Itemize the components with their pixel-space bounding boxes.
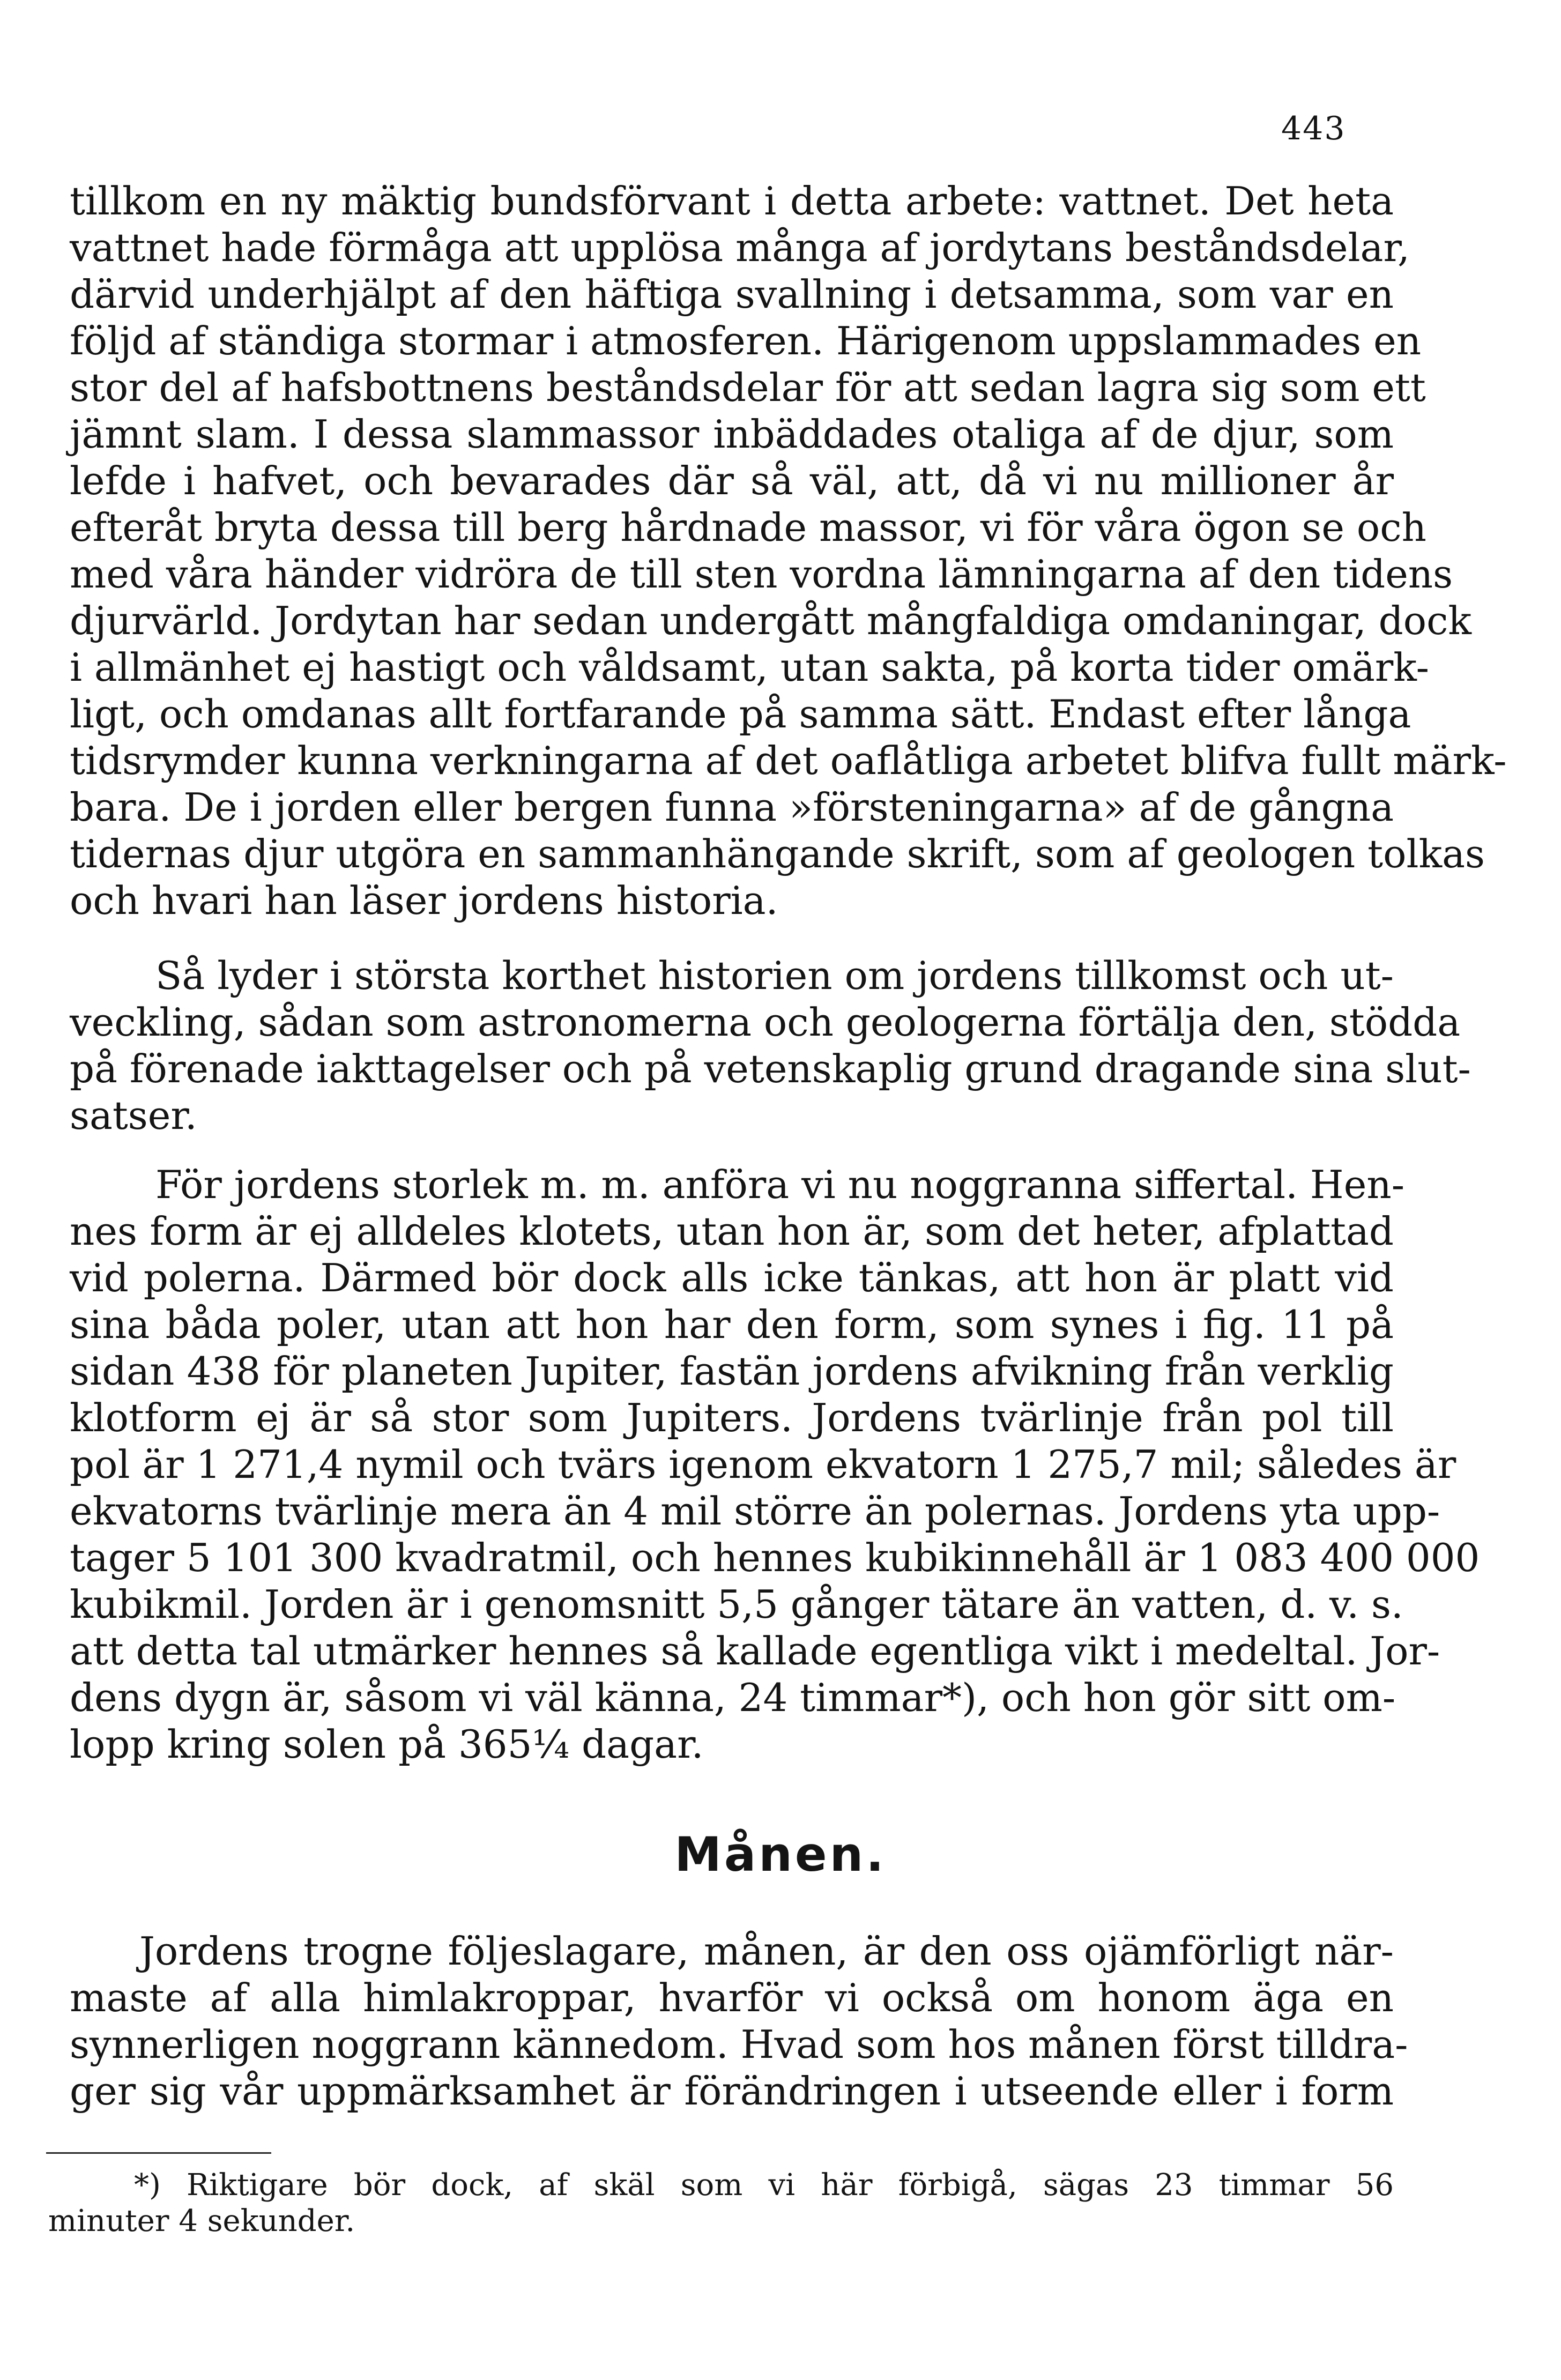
text-line: sina båda poler, utan att hon har den form, som synes i fig. 11 på	[70, 1302, 1394, 1347]
text-line: på förenade iakttagelser och på vetenskaplig grund dragande sina slut-	[70, 1046, 1471, 1091]
text-line: vid polerna. Därmed bör dock alls icke tänkas, att hon är platt vid	[70, 1255, 1394, 1300]
text-line: Så lyder i största korthet historien om jordens tillkomst och ut-	[155, 953, 1394, 998]
text-line: sidan 438 för planeten Jupiter, fastän jordens afvikning från verklig	[70, 1349, 1394, 1394]
text-line: dens dygn är, såsom vi väl känna, 24 timmar*), och hon gör sitt om-	[70, 1675, 1396, 1720]
section-heading: Månen.	[674, 1827, 887, 1882]
text-line: tillkom en ny mäktig bundsförvant i detta arbete: vattnet. Det heta	[70, 178, 1394, 224]
text-line: därvid underhjälpt af den häftiga svallning i detsamma, som var en	[70, 272, 1394, 317]
text-line: synnerligen noggrann kännedom. Hvad som hos månen först tilldra-	[70, 2022, 1408, 2067]
text-line: ligt, och omdanas allt fortfarande på samma sätt. Endast efter långa	[70, 691, 1411, 737]
text-line: tidsrymder kunna verkningarna af det oaflåtliga arbetet blifva fullt märk-	[70, 738, 1507, 783]
text-line: Jordens trogne följeslagare, månen, är den oss ojämförligt när-	[139, 1929, 1394, 1974]
text-line: att detta tal utmärker hennes så kallade egentliga vikt i medeltal. Jor-	[70, 1628, 1440, 1674]
text-line: lefde i hafvet, och bevarades där så väl, att, då vi nu millioner år	[70, 458, 1394, 503]
text-line: bara. De i jorden eller bergen funna »försteningarna» af de gångna	[70, 785, 1394, 830]
text-line: maste af alla himlakroppar, hvarför vi också om honom äga en	[70, 1975, 1394, 2020]
text-line: veckling, sådan som astronomerna och geologerna förtälja den, stödda	[70, 1000, 1461, 1045]
text-line: följd af ständiga stormar i atmosferen. Härigenom uppslammades en	[70, 318, 1422, 363]
text-line: tager 5 101 300 kvadratmil, och hennes kubikinnehåll är 1 083 400 000	[70, 1535, 1480, 1580]
text-line: nes form är ej alldeles klotets, utan hon är, som det heter, afplattad	[70, 1209, 1394, 1254]
text-line: klotform ej är så stor som Jupiters. Jordens tvärlinje från pol till	[70, 1395, 1394, 1440]
text-line: efteråt bryta dessa till berg hårdnade massor, vi för våra ögon se och	[70, 505, 1426, 550]
text-line: stor del af hafsbottnens beståndsdelar för att sedan lagra sig som ett	[70, 365, 1426, 410]
text-line: jämnt slam. I dessa slammassor inbäddades otaliga af de djur, som	[70, 412, 1394, 457]
footnote-line: *) Riktigare bör dock, af skäl som vi här förbigå, sägas 23 timmar 56	[134, 2168, 1394, 2203]
text-line: ekvatorns tvärlinje mera än 4 mil större än polernas. Jordens yta upp-	[70, 1489, 1440, 1534]
text-line: pol är 1 271,4 nymil och tvärs igenom ekvatorn 1 275,7 mil; således är	[70, 1442, 1456, 1487]
text-line: satser.	[70, 1093, 197, 1138]
text-line: tidernas djur utgöra en sammanhängande skrift, som af geologen tolkas	[70, 831, 1485, 876]
text-line: lopp kring solen på 365¼ dagar.	[70, 1722, 704, 1767]
footnote-rule	[46, 2152, 271, 2154]
text-line: vattnet hade förmåga att upplösa många af jordytans beståndsdelar,	[70, 225, 1410, 270]
page-number: 443	[1281, 110, 1346, 147]
text-line: För jordens storlek m. m. anföra vi nu noggranna siffertal. Hen-	[155, 1162, 1405, 1207]
text-line: i allmänhet ej hastigt och våldsamt, utan sakta, på korta tider omärk-	[70, 645, 1429, 690]
text-line: och hvari han läser jordens historia.	[70, 878, 778, 923]
text-line: djurvärld. Jordytan har sedan undergått mångfaldiga omdaningar, dock	[70, 598, 1472, 643]
text-line: med våra händer vidröra de till sten vordna lämningarna af den tidens	[70, 552, 1453, 597]
text-line: ger sig vår uppmärksamhet är förändringen i utseende eller i form	[70, 2069, 1394, 2114]
footnote-line: minuter 4 sekunder.	[48, 2204, 355, 2238]
text-line: kubikmil. Jorden är i genomsnitt 5,5 gånger tätare än vatten, d. v. s.	[70, 1582, 1403, 1627]
